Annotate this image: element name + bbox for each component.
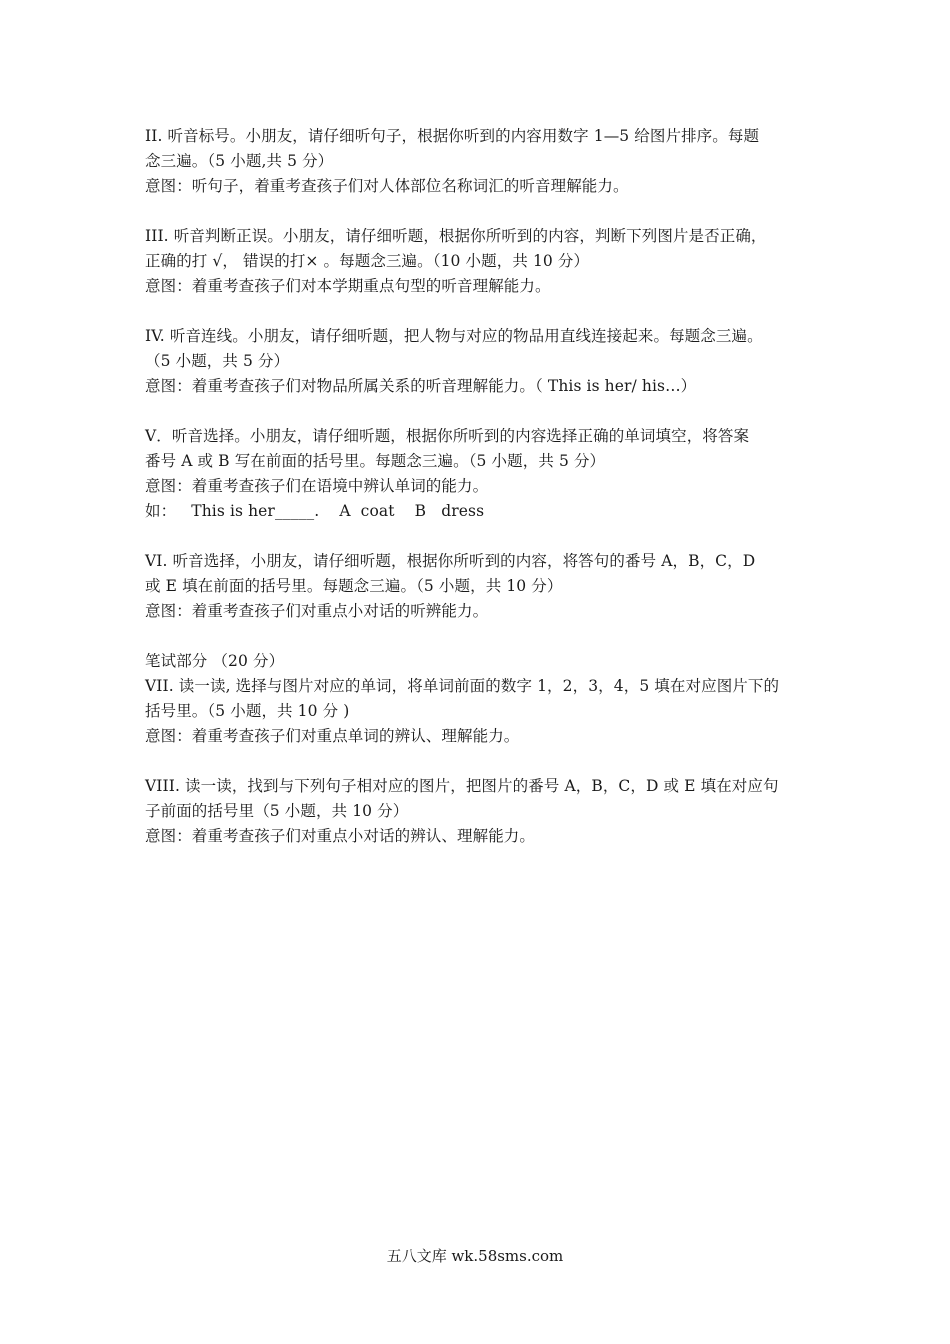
section-iii-title: III. 听音判断正误。小朋友，请仔细听题，根据你所听到的内容，判断下列图片是否正确， (145, 227, 767, 245)
section-viii-intent: 意图：着重考查孩子们对重点小对话的辨认、理解能力。 (145, 827, 536, 845)
section-vii-title-cont: 括号里。（5 小题，共 10 分 ) (145, 702, 350, 720)
section-iii (145, 224, 810, 299)
section-iv (145, 324, 810, 399)
section-v-title-cont: 番号 A 或 B 写在前面的括号里。每题念三遍。（5 小题，共 5 分） (145, 452, 606, 470)
section-viii-title-cont: 子前面的括号里（5 小题，共 10 分） (145, 802, 409, 820)
section-vii-title: VII. 读一读, 选择与图片对应的单词，将单词前面的数字 1，2，3，4，5 填在对应图片下的 (145, 677, 780, 695)
page-footer: 五八文库 wk.58sms.com (386, 1247, 564, 1265)
section-iii-intent: 意图：着重考查孩子们对本学期重点句型的听音理解能力。 (145, 277, 551, 295)
section-vi-title-cont: 或 E 填在前面的括号里。每题念三遍。（5 小题，共 10 分） (145, 577, 563, 595)
section-vii (145, 649, 810, 749)
section-vi-intent: 意图：着重考查孩子们对重点小对话的听辨能力。 (145, 602, 489, 620)
section-v-example: 如： This is her_____. A coat B dress (145, 502, 485, 520)
written-part-heading: 笔试部分 （20 分） (145, 652, 285, 670)
section-iv-title: IV. 听音连线。小朋友，请仔细听题，把人物与对应的物品用直线连接起来。每题念三遍。 (145, 327, 763, 345)
section-viii-title: VIII. 读一读，找到与下列句子相对应的图片，把图片的番号 A，B，C，D 或 E 填在对应句 (145, 777, 779, 795)
section-viii (145, 774, 810, 849)
section-vi (145, 549, 810, 624)
document-body (145, 124, 810, 874)
section-vii-intent: 意图：着重考查孩子们对重点单词的辨认、理解能力。 (145, 727, 520, 745)
section-ii-title-cont: 念三遍。（5 小题,共 5 分） (145, 152, 334, 170)
section-v-intent: 意图：着重考查孩子们在语境中辨认单词的能力。 (145, 477, 489, 495)
section-iv-title-cont: （5 小题，共 5 分） (145, 352, 290, 370)
section-ii-intent: 意图：听句子，着重考查孩子们对人体部位名称词汇的听音理解能力。 (145, 177, 629, 195)
section-v-title: V．听音选择。小朋友，请仔细听题，根据你所听到的内容选择正确的单词填空，将答案 (145, 427, 750, 445)
section-iv-intent: 意图：着重考查孩子们对物品所属关系的听音理解能力。（ This is her/ his…） (145, 377, 697, 395)
section-ii-title: II. 听音标号。小朋友，请仔细听句子，根据你听到的内容用数字 1—5 给图片排序。每题 (145, 127, 760, 145)
section-ii (145, 124, 810, 199)
section-v (145, 424, 810, 524)
section-vi-title: VI. 听音选择，小朋友，请仔细听题，根据你所听到的内容，将答句的番号 A，B，C，D (145, 552, 756, 570)
section-iii-title-cont: 正确的打 √， 错误的打× 。每题念三遍。（10 小题，共 10 分） (145, 252, 590, 270)
